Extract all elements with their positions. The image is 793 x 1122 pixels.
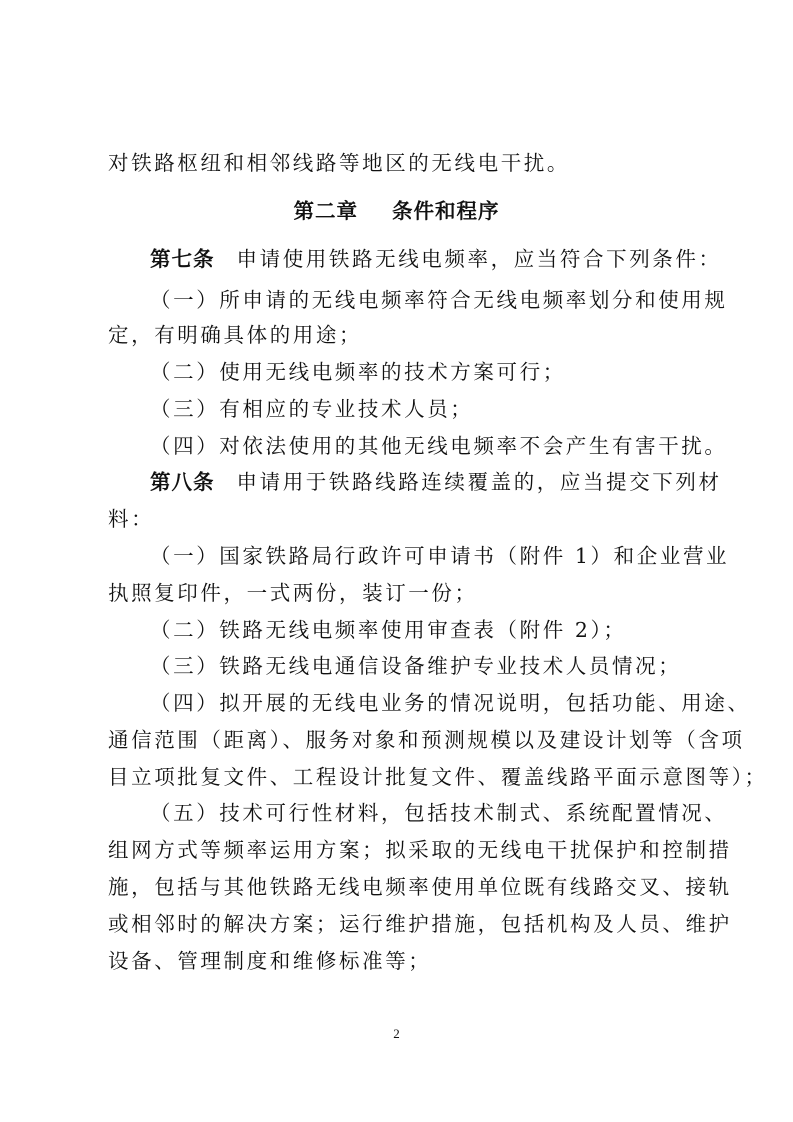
article-7-label: 第七条 xyxy=(150,247,215,271)
article-8-item-5-line-2: 组网方式等频率运用方案；拟采取的无线电干扰保护和控制措 xyxy=(108,838,732,862)
article-7-item-3: （三）有相应的专业技术人员； xyxy=(150,397,474,421)
article-8-lead-line xyxy=(150,469,722,495)
continuation-line: 对铁路枢纽和相邻线路等地区的无线电干扰。 xyxy=(108,151,570,175)
article-7-lead-line xyxy=(150,246,722,272)
article-8-item-1-line-1: （一）国家铁路局行政许可申请书（附件 1）和企业营业 xyxy=(150,544,730,568)
article-7-item-4: （四）对依法使用的其他无线电频率不会产生有害干扰。 xyxy=(150,434,728,458)
chapter-number: 第二章 xyxy=(293,199,358,223)
chapter-heading xyxy=(0,197,793,225)
page-number: 2 xyxy=(393,1026,400,1041)
article-8-item-2: （二）铁路无线电频率使用审查表（附件 2）； xyxy=(150,618,627,642)
article-8-item-4-line-3: 目立项批复文件、工程设计批复文件、覆盖线路平面示意图等）； xyxy=(108,765,768,789)
article-7-lead: 申请使用铁路无线电频率，应当符合下列条件： xyxy=(236,247,722,271)
article-8-item-5-line-3: 施，包括与其他铁路无线电频率使用单位既有线路交叉、接轨 xyxy=(108,875,732,899)
article-8-item-3: （三）铁路无线电通信设备维护专业技术人员情况； xyxy=(150,654,682,678)
chapter-title: 条件和程序 xyxy=(392,199,500,223)
article-7-item-2: （二）使用无线电频率的技术方案可行； xyxy=(150,360,566,384)
article-8-label: 第八条 xyxy=(150,470,215,494)
article-8-item-5-line-1: （五）技术可行性材料，包括技术制式、系统配置情况、 xyxy=(150,801,728,825)
article-8-lead: 申请用于铁路线路连续覆盖的，应当提交下列材 xyxy=(236,470,722,494)
article-8-item-5-line-5: 设备、管理制度和维修标准等； xyxy=(108,949,432,973)
article-8-lead-continued: 料： xyxy=(108,507,155,531)
article-8-item-5-line-4: 或相邻时的解决方案；运行维护措施，包括机构及人员、维护 xyxy=(108,912,732,936)
article-7-item-1-line-2: 定，有明确具体的用途； xyxy=(108,323,363,347)
article-8-item-4-line-1: （四）拟开展的无线电业务的情况说明，包括功能、用途、 xyxy=(150,691,751,715)
article-8-item-4-line-2: 通信范围（距离）、服务对象和预测规模以及建设计划等（含项 xyxy=(108,728,745,752)
article-8-item-1-line-2: 执照复印件，一式两份，装订一份； xyxy=(108,581,478,605)
article-7-item-1-line-1: （一）所申请的无线电频率符合无线电频率划分和使用规 xyxy=(150,288,728,312)
